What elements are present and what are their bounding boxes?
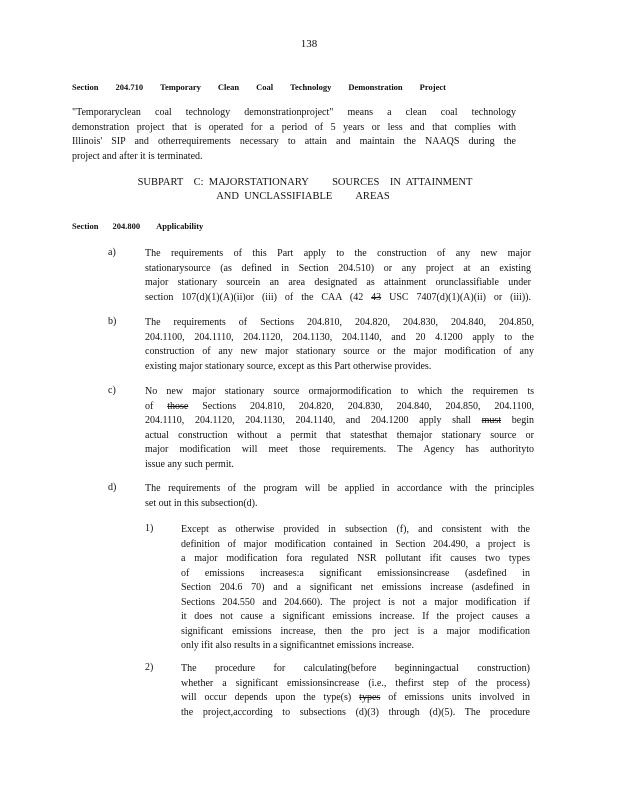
text-line: of emissions increases:a significant emissionsincrease (asdefined in — [181, 567, 530, 579]
definition-paragraph — [72, 106, 516, 164]
text-line: The requirements of Sections 204.810, 204.820, 204.830, 204.840, 204.850, — [145, 317, 534, 328]
text-line: the project,according to subsections (d)(3) through (d)(5). The procedure — [181, 706, 530, 718]
subpart-line: AND UNCLASSIFIABLE AREAS — [216, 191, 390, 202]
text-line: construction of any new major stationary source or the major modification of any — [145, 346, 534, 357]
section-204-800-header — [72, 221, 203, 231]
item-c-text — [145, 385, 534, 472]
text-line: Sections 204.550 and 204.660). The project is not a major modification if — [181, 596, 530, 608]
page-number: 138 — [300, 38, 318, 50]
title-word: Clean — [217, 82, 240, 92]
text-line: major stationary sourcein an area designated as attainment orunclassifiable under — [145, 277, 531, 288]
title-word: Coal — [256, 82, 274, 92]
text-line: "Temporaryclean coal technology demonstrationproject" means a clean coal technology — [72, 107, 516, 118]
text-line: whether a significant emissionsincrease (i.e., thefirst step of the process) — [181, 677, 530, 689]
title-word: Demonstration — [348, 82, 403, 92]
item-label-c: c) — [108, 385, 116, 396]
item-label-d: d) — [108, 482, 117, 493]
subpart-line: SUBPART C: MAJORSTATIONARY SOURCES IN ATTAINMENT — [137, 177, 473, 188]
text-line: Section 204.6 70) and a significant net emissions increase (asdefined in — [181, 582, 530, 593]
item-a-text — [145, 247, 531, 305]
text-line: major modification will meet those requirements. The Agency has authorityto — [145, 444, 534, 455]
text-line: No new major stationary source ormajormodification to which the requiremen ts — [145, 386, 534, 397]
section-number: 204.710 — [115, 82, 144, 92]
text-line: only ifit also results in a significantnet emissions increase. — [181, 640, 415, 651]
text-line: section 107(d)(1)(A)(ii)or (iii) of the CAA (42 43 USC 7407(d)(1)(A)(ii) or (iii)). — [145, 291, 532, 303]
item-label-a: a) — [108, 247, 116, 258]
text-line: issue any such permit. — [145, 458, 234, 470]
text-line: The procedure for calculating(before beginningactual construction) — [181, 663, 530, 674]
text-line: existing major stationary source, except as this Part otherwise provides. — [145, 360, 432, 372]
text-line: of those Sections 204.810, 204.820, 204.830, 204.840, 204.850, 204.1100, — [145, 400, 534, 412]
subitem-2-text — [181, 662, 530, 720]
text-line: actual construction without a permit that statesthat themajor stationary source or — [145, 429, 534, 441]
subitem-1-text — [181, 523, 530, 654]
text-line: The requirements of this Part apply to the construction of any new major — [145, 248, 531, 259]
title-word: Project — [419, 82, 446, 92]
section-number: 204.800 — [112, 221, 141, 231]
item-d-text — [145, 482, 534, 511]
section-204-710-header — [72, 82, 446, 92]
section-title: Applicability — [156, 221, 204, 231]
text-line: demonstration project that is operated for a period of 5 years or less and that complies with — [72, 121, 516, 133]
text-line: Except as otherwise provided in subsection (f), and consistent with the — [181, 524, 530, 535]
text-line: project and after it is terminated. — [72, 150, 203, 162]
text-line: Illinois' SIP and otherrequirements necessary to attain and maintain the NAAQS during the — [72, 136, 516, 147]
text-line: 204.1110, 204.1120, 204.1130, 204.1140, and 204.1200 apply shall must begin — [145, 415, 535, 426]
subitem-label-1: 1) — [145, 523, 154, 534]
subpart-heading — [0, 176, 618, 204]
text-line: will occur depends upon the type(s) types of emissions units involved in — [181, 692, 530, 703]
text-line: it does not cause a significant emissions increase. If the project causes a — [181, 611, 530, 622]
section-label: Section — [72, 221, 99, 231]
subitem-label-2: 2) — [145, 662, 154, 673]
text-line: a major modification fora regulated NSR pollutant ifit causes two types — [181, 553, 530, 564]
section-label: Section — [72, 82, 99, 92]
text-line: 204.1100, 204.1110, 204.1120, 204.1130, 204.1140, and 20 4.1200 apply to the — [145, 331, 534, 343]
item-b-text — [145, 316, 534, 374]
text-line: significant emissions increase, then the pro ject is a major modification — [181, 625, 530, 637]
text-line: stationarysource (as defined in Section 204.510) or any project at an existing — [145, 262, 531, 274]
text-line: set out in this subsection(d). — [145, 497, 258, 509]
item-label-b: b) — [108, 316, 117, 327]
title-word: Temporary — [160, 82, 201, 92]
text-line: The requirements of the program will be applied in accordance with the principles — [145, 483, 534, 494]
text-line: definition of major modification contained in Section 204.490, a project is — [181, 538, 530, 550]
title-word: Technology — [290, 82, 332, 92]
